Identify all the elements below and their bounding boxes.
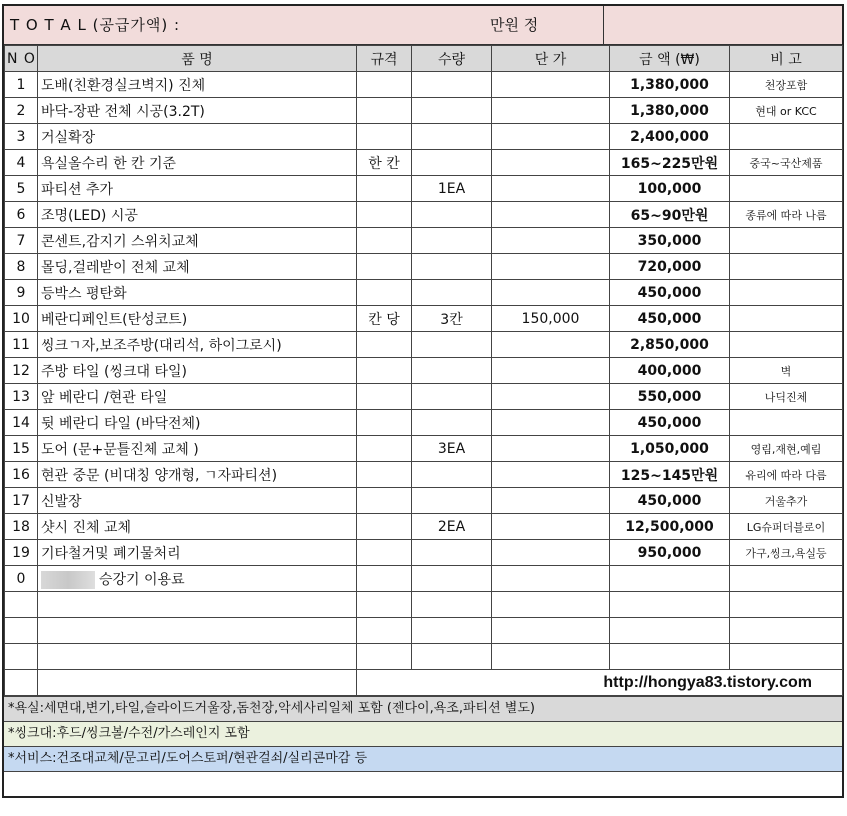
row-note xyxy=(730,566,843,592)
row-item xyxy=(38,150,357,176)
row-no xyxy=(5,202,38,228)
empty-cell xyxy=(38,592,357,618)
row-note xyxy=(730,280,843,306)
row-item-text: 뒷 베란디 타일 (바닥전체) xyxy=(41,415,201,432)
empty-cell xyxy=(730,618,843,644)
row-item xyxy=(38,514,357,540)
row-no-text: 10 xyxy=(12,310,30,327)
row-spec xyxy=(357,150,412,176)
empty-cell xyxy=(492,644,610,670)
row-note xyxy=(730,254,843,280)
row-item-text: 거실확장 xyxy=(41,129,96,146)
row-unit-price xyxy=(492,98,610,124)
row-no-text: 11 xyxy=(12,336,30,353)
row-no xyxy=(5,98,38,124)
row-no xyxy=(5,514,38,540)
row-note xyxy=(730,98,843,124)
row-no xyxy=(5,410,38,436)
empty-cell xyxy=(5,618,38,644)
table-row xyxy=(5,358,843,384)
row-qty xyxy=(412,540,492,566)
row-qty-text: 3칸 xyxy=(440,311,463,328)
row-note-text: 중국~국산제품 xyxy=(749,156,823,170)
row-note-text: 거울추가 xyxy=(764,494,808,508)
row-unit-price xyxy=(492,566,610,592)
row-spec xyxy=(357,176,412,202)
row-no-text: 19 xyxy=(12,544,30,561)
row-no xyxy=(5,436,38,462)
row-item xyxy=(38,72,357,98)
row-item-text: 베란디페인트(탄성코트) xyxy=(41,311,188,328)
row-unit-price xyxy=(492,488,610,514)
row-amount xyxy=(610,358,730,384)
col-unit-price: 단 가 xyxy=(492,46,610,72)
row-unit-price xyxy=(492,436,610,462)
row-note-text: 천장포함 xyxy=(764,78,808,92)
unit-label: 만원 정 xyxy=(490,16,539,34)
row-qty xyxy=(412,332,492,358)
row-note xyxy=(730,306,843,332)
row-amount xyxy=(610,514,730,540)
row-no xyxy=(5,176,38,202)
empty-cell xyxy=(5,644,38,670)
row-item-text: 바닥-장판 전체 시공(3.2T) xyxy=(41,103,205,120)
row-note xyxy=(730,384,843,410)
row-amount xyxy=(610,150,730,176)
row-qty xyxy=(412,384,492,410)
row-item xyxy=(38,124,357,150)
row-no xyxy=(5,306,38,332)
row-item-text: 도배(친환경실크벽지) 진체 xyxy=(41,77,206,94)
row-spec xyxy=(357,332,412,358)
row-item-text: 몰딩,걸레받이 전체 교체 xyxy=(41,259,190,276)
empty-cell xyxy=(492,592,610,618)
row-qty xyxy=(412,254,492,280)
row-amount xyxy=(610,436,730,462)
row-qty xyxy=(412,566,492,592)
row-no xyxy=(5,72,38,98)
redacted-block xyxy=(41,571,95,589)
sheet-bottom xyxy=(4,771,842,796)
row-unit-price xyxy=(492,124,610,150)
row-item xyxy=(38,358,357,384)
row-note xyxy=(730,72,843,98)
row-note xyxy=(730,410,843,436)
row-unit-price xyxy=(492,228,610,254)
total-header xyxy=(4,6,842,45)
row-spec xyxy=(357,124,412,150)
total-label-cell xyxy=(4,6,604,44)
row-no-text: 14 xyxy=(12,414,30,431)
row-no-text: 0 xyxy=(16,570,26,587)
row-no xyxy=(5,488,38,514)
row-qty xyxy=(412,72,492,98)
total-label: T O T A L (공급가액) : xyxy=(10,16,181,34)
row-note xyxy=(730,540,843,566)
table-row xyxy=(5,280,843,306)
table-row xyxy=(5,332,843,358)
empty-row xyxy=(5,592,843,618)
estimate-table xyxy=(4,45,843,696)
row-amount xyxy=(610,540,730,566)
row-unit-price xyxy=(492,540,610,566)
row-note-text: LG슈퍼더블로이 xyxy=(746,520,826,534)
row-unit-price xyxy=(492,72,610,98)
row-item-text: 도어 (문+문틀진체 교체 ) xyxy=(41,441,199,458)
table-row xyxy=(5,124,843,150)
empty-cell xyxy=(610,618,730,644)
row-qty-text: 1EA xyxy=(437,180,466,197)
row-note xyxy=(730,488,843,514)
row-unit-price xyxy=(492,202,610,228)
row-unit-price xyxy=(492,332,610,358)
table-row xyxy=(5,488,843,514)
row-no-text: 13 xyxy=(12,388,30,405)
row-amount-text: 1,050,000 xyxy=(630,440,709,457)
row-spec xyxy=(357,566,412,592)
row-note-text: 유리에 따라 다름 xyxy=(745,468,827,482)
row-unit-price xyxy=(492,462,610,488)
row-note xyxy=(730,332,843,358)
row-qty xyxy=(412,462,492,488)
row-qty xyxy=(412,228,492,254)
row-amount xyxy=(610,202,730,228)
row-spec xyxy=(357,98,412,124)
note-sink: *씽크대:후드/씽크볼/수전/가스레인지 포함 xyxy=(4,721,842,746)
row-no-text: 3 xyxy=(16,128,26,145)
table-row xyxy=(5,98,843,124)
row-unit-price xyxy=(492,150,610,176)
row-amount xyxy=(610,124,730,150)
row-amount xyxy=(610,306,730,332)
empty-cell xyxy=(357,592,412,618)
row-item-text: 주방 타일 (씽크대 타일) xyxy=(41,363,187,380)
row-amount xyxy=(610,332,730,358)
row-spec xyxy=(357,202,412,228)
empty-cell xyxy=(412,644,492,670)
row-amount-text: 2,850,000 xyxy=(630,336,709,353)
row-item-text: 파티션 추가 xyxy=(41,181,114,198)
row-spec xyxy=(357,228,412,254)
empty-cell xyxy=(492,618,610,644)
col-item: 품 명 xyxy=(38,46,357,72)
row-qty xyxy=(412,98,492,124)
row-no xyxy=(5,150,38,176)
row-amount-text: 65~90만원 xyxy=(630,207,709,224)
row-amount-text: 450,000 xyxy=(637,310,702,327)
table-row xyxy=(5,410,843,436)
row-unit-price xyxy=(492,410,610,436)
row-amount-text: 12,500,000 xyxy=(625,518,714,535)
row-qty xyxy=(412,150,492,176)
row-amount xyxy=(610,280,730,306)
row-amount-text: 450,000 xyxy=(637,414,702,431)
watermark-url: http://hongya83.tistory.com xyxy=(357,670,843,696)
empty-cell xyxy=(38,670,357,696)
row-item-text: 승강기 이용료 xyxy=(99,571,185,588)
col-no: N O xyxy=(5,46,38,72)
row-item-text: 씽크ㄱ자,보조주방(대리석, 하이그로시) xyxy=(41,337,282,354)
row-unit-price xyxy=(492,254,610,280)
empty-row xyxy=(5,644,843,670)
row-qty xyxy=(412,176,492,202)
row-amount xyxy=(610,228,730,254)
row-qty xyxy=(412,514,492,540)
table-row xyxy=(5,228,843,254)
row-qty xyxy=(412,488,492,514)
row-note xyxy=(730,176,843,202)
row-amount-text: 550,000 xyxy=(637,388,702,405)
empty-cell xyxy=(357,644,412,670)
row-amount-text: 1,380,000 xyxy=(630,102,709,119)
empty-cell xyxy=(5,592,38,618)
row-qty-text: 3EA xyxy=(437,440,466,457)
row-no xyxy=(5,462,38,488)
row-item xyxy=(38,254,357,280)
row-no xyxy=(5,540,38,566)
row-no xyxy=(5,566,38,592)
row-amount xyxy=(610,488,730,514)
row-unit-price xyxy=(492,306,610,332)
row-note xyxy=(730,358,843,384)
row-item xyxy=(38,566,357,592)
row-amount-text: 165~225만원 xyxy=(620,155,719,172)
empty-cell xyxy=(38,618,357,644)
row-no-text: 6 xyxy=(16,206,26,223)
row-spec xyxy=(357,436,412,462)
row-note xyxy=(730,436,843,462)
table-row xyxy=(5,462,843,488)
table-row xyxy=(5,306,843,332)
row-item xyxy=(38,410,357,436)
table-row xyxy=(5,176,843,202)
estimate-sheet xyxy=(2,4,844,798)
row-spec xyxy=(357,358,412,384)
row-amount-text: 100,000 xyxy=(637,180,702,197)
row-item xyxy=(38,436,357,462)
row-note xyxy=(730,202,843,228)
empty-cell xyxy=(5,670,38,696)
col-qty: 수량 xyxy=(412,46,492,72)
row-item xyxy=(38,280,357,306)
row-item xyxy=(38,176,357,202)
row-item xyxy=(38,306,357,332)
row-no-text: 2 xyxy=(16,102,26,119)
row-spec-text: 한 칸 xyxy=(368,155,400,172)
row-spec xyxy=(357,488,412,514)
row-note xyxy=(730,462,843,488)
row-no xyxy=(5,228,38,254)
row-qty-text: 2EA xyxy=(437,518,466,535)
row-no xyxy=(5,332,38,358)
row-amount xyxy=(610,566,730,592)
table-row xyxy=(5,202,843,228)
row-amount-text: 720,000 xyxy=(637,258,702,275)
row-amount-text: 450,000 xyxy=(637,492,702,509)
row-unit-price xyxy=(492,384,610,410)
row-amount-text: 125~145만원 xyxy=(620,467,719,484)
row-amount-text: 2,400,000 xyxy=(630,128,709,145)
empty-row xyxy=(5,618,843,644)
row-qty xyxy=(412,202,492,228)
row-amount-text: 450,000 xyxy=(637,284,702,301)
row-item-text: 욕실올수리 한 칸 기준 xyxy=(41,155,177,172)
row-no-text: 18 xyxy=(12,518,30,535)
row-spec xyxy=(357,72,412,98)
col-note: 비 고 xyxy=(730,46,843,72)
row-note-text: 영림,재현,예림 xyxy=(750,442,822,456)
row-no xyxy=(5,254,38,280)
empty-cell xyxy=(730,644,843,670)
row-item xyxy=(38,98,357,124)
row-amount xyxy=(610,254,730,280)
column-header-row xyxy=(5,46,843,72)
row-spec xyxy=(357,384,412,410)
empty-cell xyxy=(610,592,730,618)
row-no-text: 12 xyxy=(12,362,30,379)
row-note xyxy=(730,514,843,540)
row-note-text: 종류에 따라 나름 xyxy=(745,208,827,222)
empty-cell xyxy=(357,618,412,644)
empty-cell xyxy=(610,644,730,670)
row-item xyxy=(38,540,357,566)
row-item xyxy=(38,228,357,254)
row-note-text: 나딕진체 xyxy=(764,390,808,404)
row-amount xyxy=(610,98,730,124)
row-no xyxy=(5,358,38,384)
row-item xyxy=(38,462,357,488)
row-no-text: 8 xyxy=(16,258,26,275)
row-no-text: 9 xyxy=(16,284,26,301)
row-note xyxy=(730,124,843,150)
row-spec-text: 칸 당 xyxy=(368,311,400,328)
row-item xyxy=(38,488,357,514)
col-spec: 규격 xyxy=(357,46,412,72)
row-amount xyxy=(610,384,730,410)
row-spec xyxy=(357,280,412,306)
table-row xyxy=(5,514,843,540)
table-row xyxy=(5,436,843,462)
row-unit-price xyxy=(492,280,610,306)
row-amount xyxy=(610,176,730,202)
row-amount-text: 400,000 xyxy=(637,362,702,379)
total-value-cell xyxy=(604,6,842,44)
row-qty xyxy=(412,280,492,306)
row-spec xyxy=(357,410,412,436)
row-spec xyxy=(357,514,412,540)
row-item-text: 신발장 xyxy=(41,493,82,510)
empty-cell xyxy=(730,592,843,618)
row-unit-price xyxy=(492,176,610,202)
row-spec xyxy=(357,306,412,332)
row-item-text: 콘센트,감지기 스위치교체 xyxy=(41,233,199,250)
row-note-text: 가구,씽크,욕실등 xyxy=(745,546,827,560)
table-row xyxy=(5,72,843,98)
row-no-text: 17 xyxy=(12,492,30,509)
row-note xyxy=(730,228,843,254)
row-item xyxy=(38,384,357,410)
row-item-text: 샷시 진체 교체 xyxy=(41,519,132,536)
row-note-text: 벽 xyxy=(780,364,792,378)
row-item-text: 현관 중문 (비대칭 양개형, ㄱ자파티션) xyxy=(41,467,278,484)
row-note xyxy=(730,150,843,176)
row-qty xyxy=(412,436,492,462)
note-service: *서비스:건조대교체/문고리/도어스토퍼/현관걸쇠/실리콘마감 등 xyxy=(4,746,842,771)
row-amount-text: 350,000 xyxy=(637,232,702,249)
row-qty xyxy=(412,306,492,332)
row-no-text: 7 xyxy=(16,232,26,249)
row-spec xyxy=(357,254,412,280)
row-item-text: 조명(LED) 시공 xyxy=(41,207,138,224)
row-no-text: 5 xyxy=(16,180,26,197)
row-amount xyxy=(610,462,730,488)
row-no-text: 15 xyxy=(12,440,30,457)
table-row xyxy=(5,384,843,410)
row-no-text: 16 xyxy=(12,466,30,483)
note-bathroom: *욕실:세면대,변기,타일,슬라이드거울장,돔천장,악세사리일체 포함 (젠다이,욕조,파티션 별도) xyxy=(4,696,842,721)
empty-cell xyxy=(412,592,492,618)
row-amount xyxy=(610,410,730,436)
row-qty xyxy=(412,358,492,384)
row-unit-price-text: 150,000 xyxy=(521,310,580,327)
row-item-text: 기타철거및 폐기물처리 xyxy=(41,545,181,562)
row-note-text: 현대 or KCC xyxy=(755,104,817,118)
row-item-text: 등박스 평탄화 xyxy=(41,285,127,302)
row-spec xyxy=(357,540,412,566)
row-item xyxy=(38,332,357,358)
row-no xyxy=(5,280,38,306)
empty-cell xyxy=(412,618,492,644)
row-no-text: 4 xyxy=(16,154,26,171)
table-row xyxy=(5,254,843,280)
table-row xyxy=(5,566,843,592)
row-qty xyxy=(412,124,492,150)
row-spec xyxy=(357,462,412,488)
row-no xyxy=(5,384,38,410)
row-item xyxy=(38,202,357,228)
row-amount-text: 1,380,000 xyxy=(630,76,709,93)
empty-cell xyxy=(38,644,357,670)
row-amount-text: 950,000 xyxy=(637,544,702,561)
table-row xyxy=(5,540,843,566)
row-no-text: 1 xyxy=(16,76,26,93)
row-item-text: 앞 베란디 /현관 타일 xyxy=(41,389,168,406)
estimate-body xyxy=(5,72,843,696)
col-amount: 금 액 (₩) xyxy=(610,46,730,72)
url-row xyxy=(5,670,843,696)
row-amount xyxy=(610,72,730,98)
table-row xyxy=(5,150,843,176)
row-unit-price xyxy=(492,514,610,540)
row-qty xyxy=(412,410,492,436)
row-no xyxy=(5,124,38,150)
row-unit-price xyxy=(492,358,610,384)
